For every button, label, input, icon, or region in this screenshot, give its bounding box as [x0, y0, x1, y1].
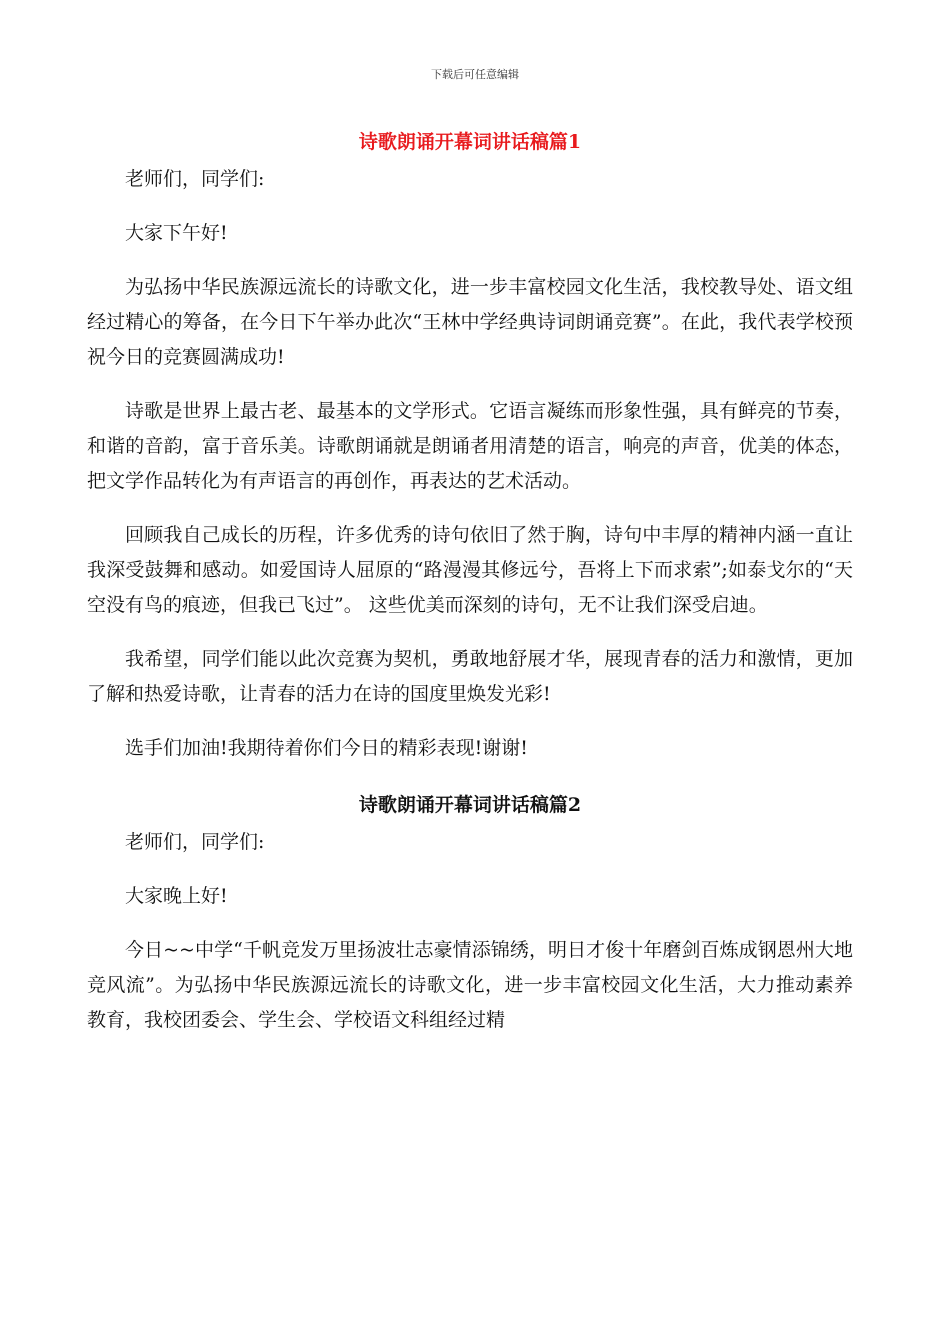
- s2-salutation: 大家晚上好!: [125, 885, 228, 907]
- s1-salutation: 大家下午好!: [125, 222, 228, 244]
- s2-paragraph-intro: 今日~~中学“千帆竞发万里扬波壮志豪情添锦绣，明日才俊十年磨剑百炼成钢恩州大地竞风流”。为弘扬中华民族源远流长的诗歌文化，进一步丰富校园文化生活，大力推动素养教育，我校团委会、学生会、学校语文科组经过精: [87, 939, 853, 1031]
- s1-paragraph-closing: 选手们加油!我期待着你们今日的精彩表现!谢谢!: [125, 737, 528, 759]
- section-1-title: 诗歌朗诵开幕词讲话稿篇1: [358, 131, 582, 153]
- s1-paragraph-review: 回顾我自己成长的历程，许多优秀的诗句依旧了然于胸，诗句中丰厚的精神内涵一直让我深受鼓舞和感动。如爱国诗人屈原的“路漫漫其修远兮，吾将上下而求索”;如泰戈尔的“天空没有鸟的痕迹，但我已飞过”。 这些优美而深刻的诗句，无不让我们深受启迪。: [87, 524, 853, 616]
- s1-greeting: 老师们，同学们:: [125, 168, 265, 190]
- s2-greeting: 老师们，同学们:: [125, 831, 265, 853]
- s1-paragraph-hope: 我希望，同学们能以此次竞赛为契机，勇敢地舒展才华，展现青春的活力和激情，更加了解和热爱诗歌，让青春的活力在诗的国度里焕发光彩!: [87, 648, 853, 705]
- section-2-title: 诗歌朗诵开幕词讲话稿篇2: [358, 794, 582, 816]
- s1-paragraph-intro: 为弘扬中华民族源远流长的诗歌文化，进一步丰富校园文化生活，我校教导处、语文组经过精心的筹备，在今日下午举办此次“王林中学经典诗词朗诵竞赛”。在此，我代表学校预祝今日的竞赛圆满成功!: [87, 276, 853, 368]
- header-note: 下载后可任意编辑: [431, 68, 519, 81]
- s1-paragraph-poetry: 诗歌是世界上最古老、最基本的文学形式。它语言凝练而形象性强，具有鲜亮的节奏，和谐的音韵，富于音乐美。诗歌朗诵就是朗诵者用清楚的语言，响亮的声音，优美的体态，把文学作品转化为有声语言的再创作，再表达的艺术活动。: [87, 400, 853, 492]
- document-body: [87, 122, 853, 1038]
